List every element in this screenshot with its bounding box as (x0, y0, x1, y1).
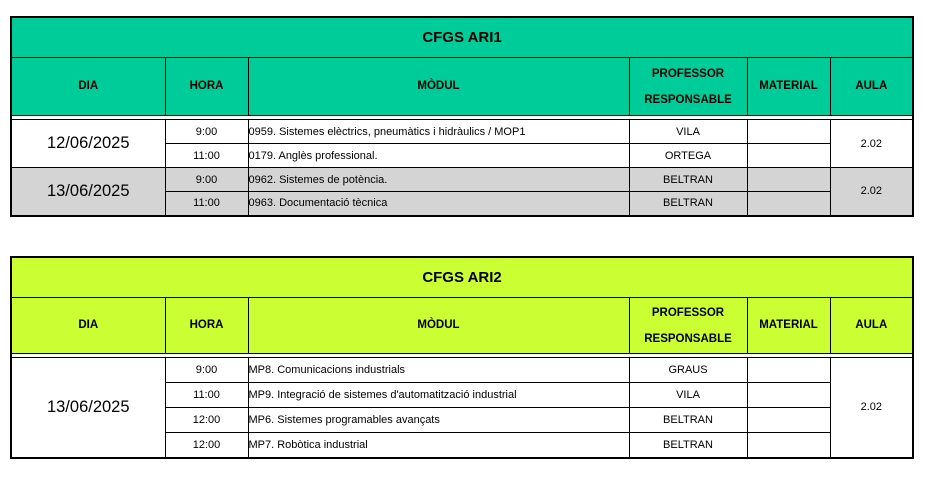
column-header-professor (629, 58, 747, 116)
column-header-modul: MÒDUL (248, 58, 629, 116)
modul-cell: MP9. Integració de sistemes d'automatització industrial (248, 383, 629, 408)
material-cell (747, 168, 830, 192)
professor-cell: BELTRAN (629, 433, 747, 458)
professor-cell: ORTEGA (629, 144, 747, 168)
date-cell: 13/06/2025 (11, 168, 165, 216)
material-cell (747, 192, 830, 216)
table-title: CFGS ARI1 (11, 17, 913, 58)
material-cell (747, 433, 830, 458)
column-header-hora: HORA (165, 58, 248, 116)
hora-cell: 11:00 (165, 192, 248, 216)
professor-cell: BELTRAN (629, 192, 747, 216)
column-header-aula: AULA (830, 58, 913, 116)
modul-cell: MP6. Sistemes programables avançats (248, 408, 629, 433)
professor-cell: VILA (629, 383, 747, 408)
column-header-professor (629, 298, 747, 354)
professor-cell: BELTRAN (629, 408, 747, 433)
modul-cell: 0963. Documentació tècnica (248, 192, 629, 216)
professor-cell: VILA (629, 120, 747, 144)
aula-cell: 2.02 (830, 120, 913, 168)
schedule-table-ari2 (10, 256, 914, 459)
hora-cell: 9:00 (165, 358, 248, 383)
table-title: CFGS ARI2 (11, 257, 913, 298)
column-header-aula: AULA (830, 298, 913, 354)
modul-cell: 0962. Sistemes de potència. (248, 168, 629, 192)
column-header-professor-line1: PROFESSOR (651, 306, 725, 319)
schedule-table-ari1 (10, 16, 914, 217)
column-header-modul: MÒDUL (248, 298, 629, 354)
material-cell (747, 358, 830, 383)
professor-cell: GRAUS (629, 358, 747, 383)
hora-cell: 9:00 (165, 120, 248, 144)
date-cell: 12/06/2025 (11, 120, 165, 168)
modul-cell: 0959. Sistemes elèctrics, pneumàtics i hidràulics / MOP1 (248, 120, 629, 144)
table-row (11, 168, 913, 192)
material-cell (747, 120, 830, 144)
hora-cell: 11:00 (165, 144, 248, 168)
hora-cell: 12:00 (165, 408, 248, 433)
column-header-dia: DIA (11, 58, 165, 116)
column-header-material: MATERIAL (747, 298, 830, 354)
aula-cell: 2.02 (830, 168, 913, 216)
column-header-material: MATERIAL (747, 58, 830, 116)
column-header-professor-line1: PROFESSOR (651, 67, 725, 80)
table-row (11, 358, 913, 383)
hora-cell: 12:00 (165, 433, 248, 458)
professor-cell: BELTRAN (629, 168, 747, 192)
date-cell: 13/06/2025 (11, 358, 165, 458)
column-header-professor-line2: RESPONSABLE (644, 332, 732, 345)
material-cell (747, 408, 830, 433)
material-cell (747, 383, 830, 408)
hora-cell: 9:00 (165, 168, 248, 192)
modul-cell: MP7. Robòtica industrial (248, 433, 629, 458)
modul-cell: 0179. Anglès professional. (248, 144, 629, 168)
modul-cell: MP8. Comunicacions industrials (248, 358, 629, 383)
aula-cell: 2.02 (830, 358, 913, 458)
column-header-dia: DIA (11, 298, 165, 354)
column-header-hora: HORA (165, 298, 248, 354)
hora-cell: 11:00 (165, 383, 248, 408)
table-row (11, 120, 913, 144)
material-cell (747, 144, 830, 168)
column-header-professor-line2: RESPONSABLE (644, 93, 732, 106)
